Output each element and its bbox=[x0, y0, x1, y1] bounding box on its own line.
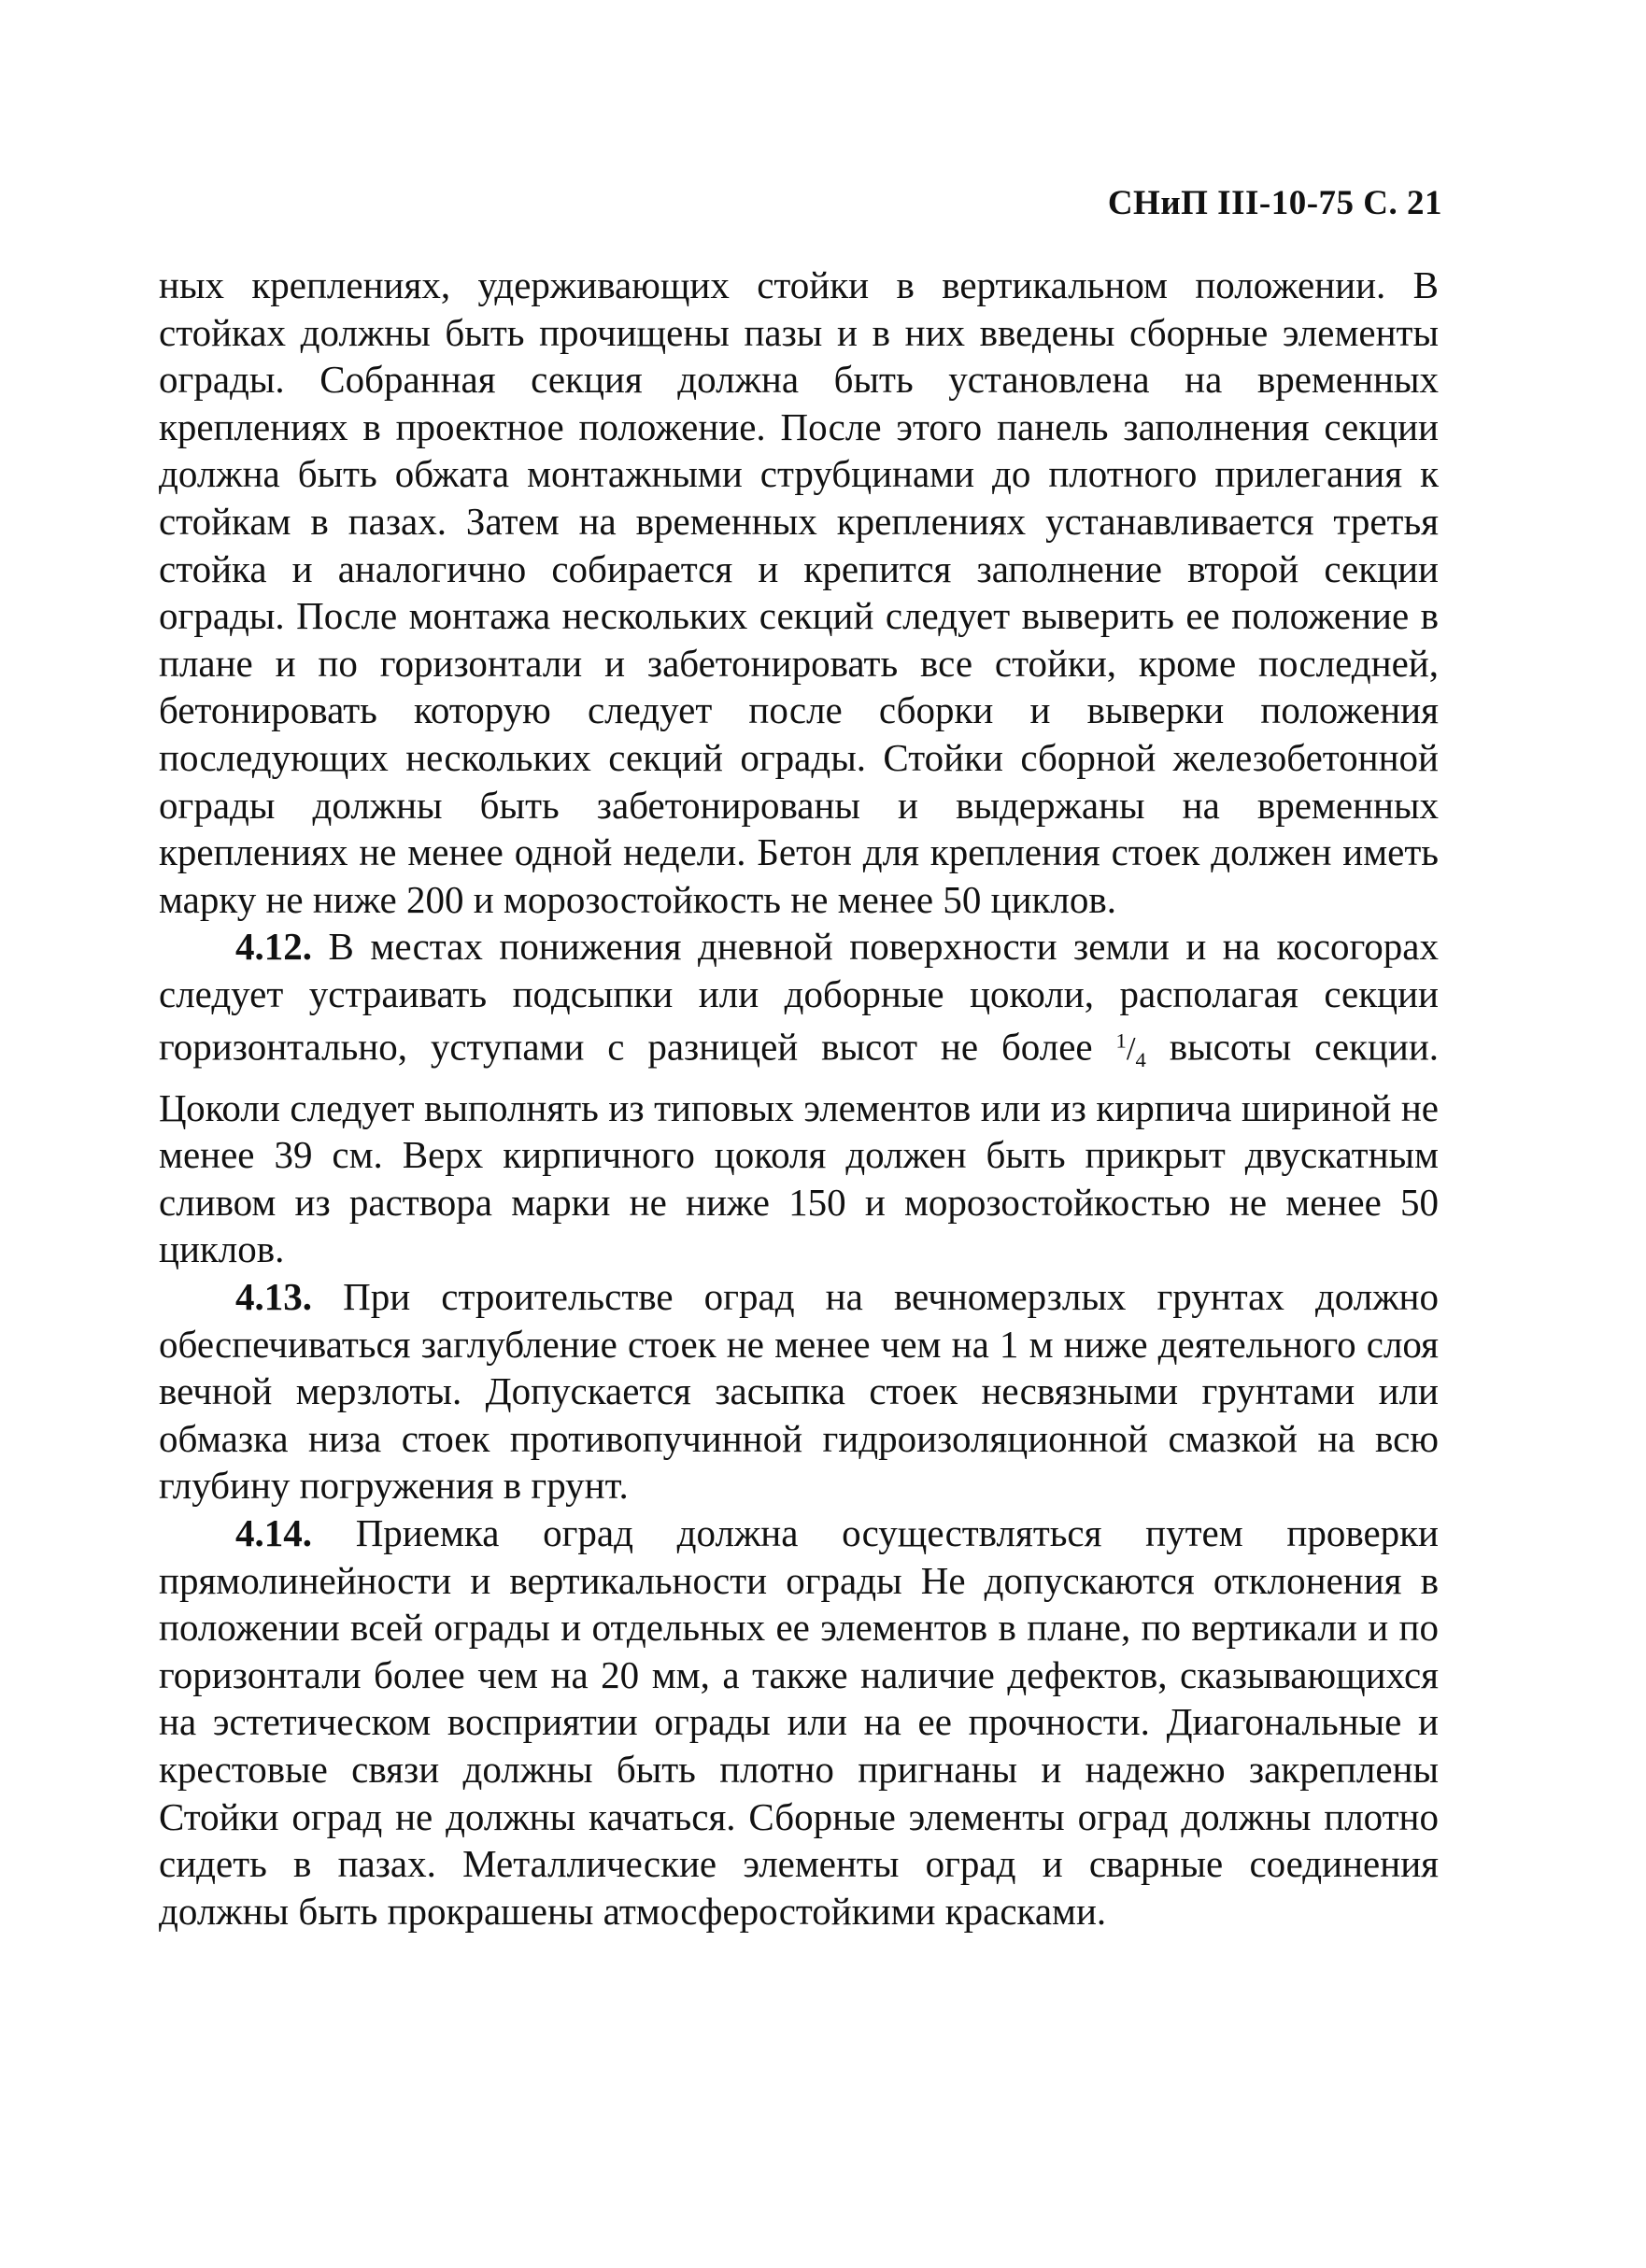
clause-4-13 bbox=[159, 1273, 1439, 1510]
clause-4-12 bbox=[159, 923, 1439, 1273]
clause-4-14 bbox=[159, 1510, 1439, 1935]
page-header bbox=[1108, 183, 1442, 223]
fraction-slash: / bbox=[1126, 1030, 1136, 1068]
fraction-denominator: 4 bbox=[1135, 1048, 1146, 1072]
document-reference: СНиП III-10-75 С. 21 bbox=[1107, 184, 1442, 222]
document-body bbox=[159, 262, 1439, 1935]
clause-text: При строительстве оград на вечномерзлых грунтах должно обеспечиваться заглубление стоек не менее чем на 1 м ниже деятельного слоя вечной мерзлоты. Допускается засыпка стоек несвязными грунтами или обмазка низа стоек противопучинной гидроизоляционной смазкой на всю глубину погружения в грунт. bbox=[159, 1275, 1439, 1508]
fraction-numerator: 1 bbox=[1115, 1028, 1127, 1053]
continued-paragraph: ных креплениях, удерживающих стойки в вертикальном положении. В стойках должны быть прочищены пазы и в них введены сборные элементы ограды. Собранная секция должна быть установлена на временных креплениях в проектное положение. После этого панель заполнения секции должна быть обжата монтажными струбцинами до плотного прилегания к стойкам в пазах. Затем на временных креплениях устанавливается третья стойка и аналогично собирается и крепится заполнение второй секции ограды. После монтажа нескольких секций следует выверить ее положение в плане и по горизонтали и забетонировать все стойки, кроме последней, бетонировать которую следует после сборки и выверки положения последующих нескольких секций ограды. Стойки сборной железобетонной ограды должны быть забетонированы и выдержаны на временных креплениях не менее одной недели. Бетон для крепления стоек должен иметь марку не ниже 200 и морозостойкость не менее 50 циклов. bbox=[159, 263, 1439, 921]
fraction-one-quarter bbox=[1115, 1028, 1146, 1072]
clause-text: Приемка оград должна осуществляться путем проверки прямолинейности и вертикальности ограды Не допускаются отклонения в положении всей ограды и отдельных ее элементов в плане, по вертикали и по горизонтали более чем на 20 мм, а также наличие дефектов, сказывающихся на эстетическом восприятии ограды или на ее прочности. Диагональные и крестовые связи должны быть плотно пригнаны и надежно закреплены Стойки оград не должны качаться. Сборные элементы оград должны плотно сидеть в пазах. Металлические элементы оград и сварные соединения должны быть прокрашены атмосферостойкими красками. bbox=[159, 1511, 1440, 1933]
clause-number: 4.13. bbox=[235, 1275, 312, 1319]
clause-text: В местах понижения дневной поверхности земли и на косогорах следует устраивать подсыпки или доборные цоколи, располагая секции горизонтально, уступами с разницей высот не более bbox=[159, 925, 1440, 1069]
clause-number: 4.14. bbox=[235, 1511, 312, 1555]
clause-number: 4.12. bbox=[235, 925, 312, 969]
clause-text: высоты секции. Цоколи следует выполнять из типовых элементов или из кирпича шириной не менее 39 см. Верх кирпичного цоколя должен быть прикрыт двускатным сливом из раствора марки не ниже 150 и морозостойкостью не менее 50 циклов. bbox=[159, 1025, 1440, 1271]
